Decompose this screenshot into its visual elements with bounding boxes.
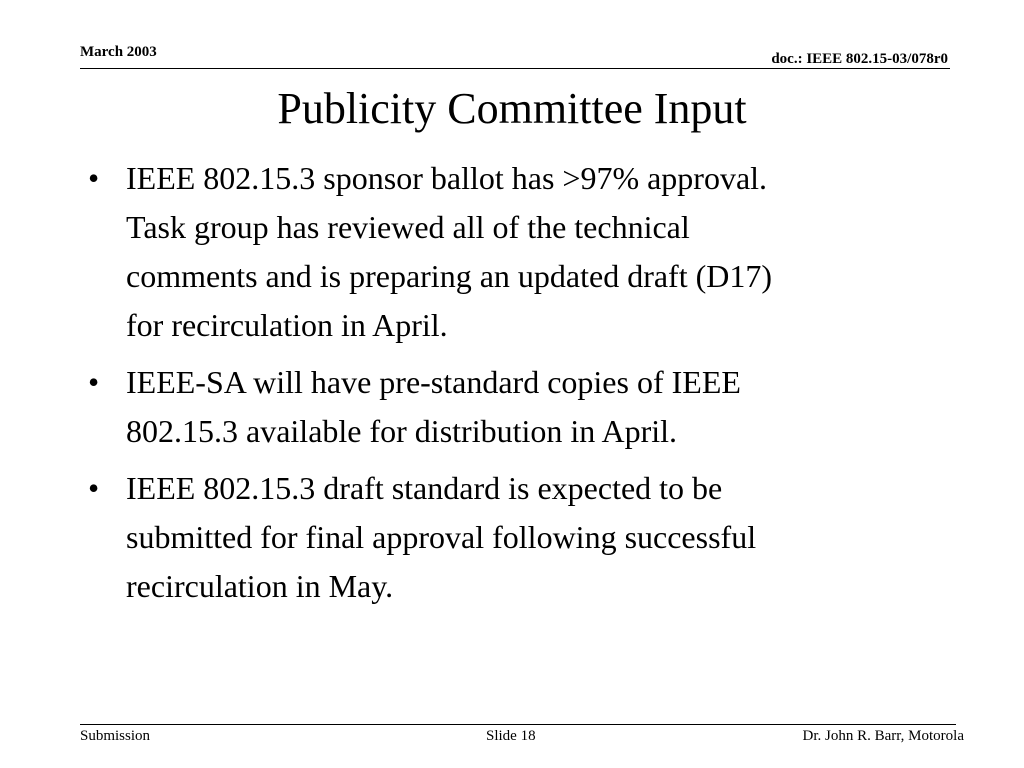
bullet-item-2 [86, 358, 966, 456]
footer-rule [80, 724, 956, 725]
bullet-marker: • [88, 470, 100, 506]
bullet-line: IEEE-SA will have pre-standard copies of IEEE [126, 364, 741, 400]
bullet-line: Task group has reviewed all of the technical [126, 209, 690, 245]
bullet-line: submitted for final approval following successful [126, 519, 757, 555]
slide-title: Publicity Committee Input [277, 84, 747, 133]
bullet-list [86, 154, 966, 619]
bullet-item-1 [86, 154, 966, 350]
header-doc-id: doc.: IEEE 802.15-03/078r0 [771, 51, 948, 67]
bullet-line: recirculation in May. [126, 568, 394, 604]
bullet-line: IEEE 802.15.3 draft standard is expected to be [126, 470, 723, 506]
bullet-line: IEEE 802.15.3 sponsor ballot has >97% approval. [126, 160, 768, 196]
bullet-marker: • [88, 160, 100, 196]
header-date: March 2003 [80, 44, 157, 60]
bullet-line: 802.15.3 available for distribution in April. [126, 413, 678, 449]
bullet-marker: • [88, 364, 100, 400]
footer-author: Dr. John R. Barr, Motorola [802, 728, 964, 744]
header-rule [80, 68, 950, 69]
bullet-line: for recirculation in April. [126, 307, 448, 343]
bullet-line: comments and is preparing an updated draft (D17) [126, 258, 773, 294]
footer-slide-number: Slide 18 [486, 728, 536, 744]
bullet-item-3 [86, 464, 966, 611]
footer-submission: Submission [80, 728, 151, 744]
